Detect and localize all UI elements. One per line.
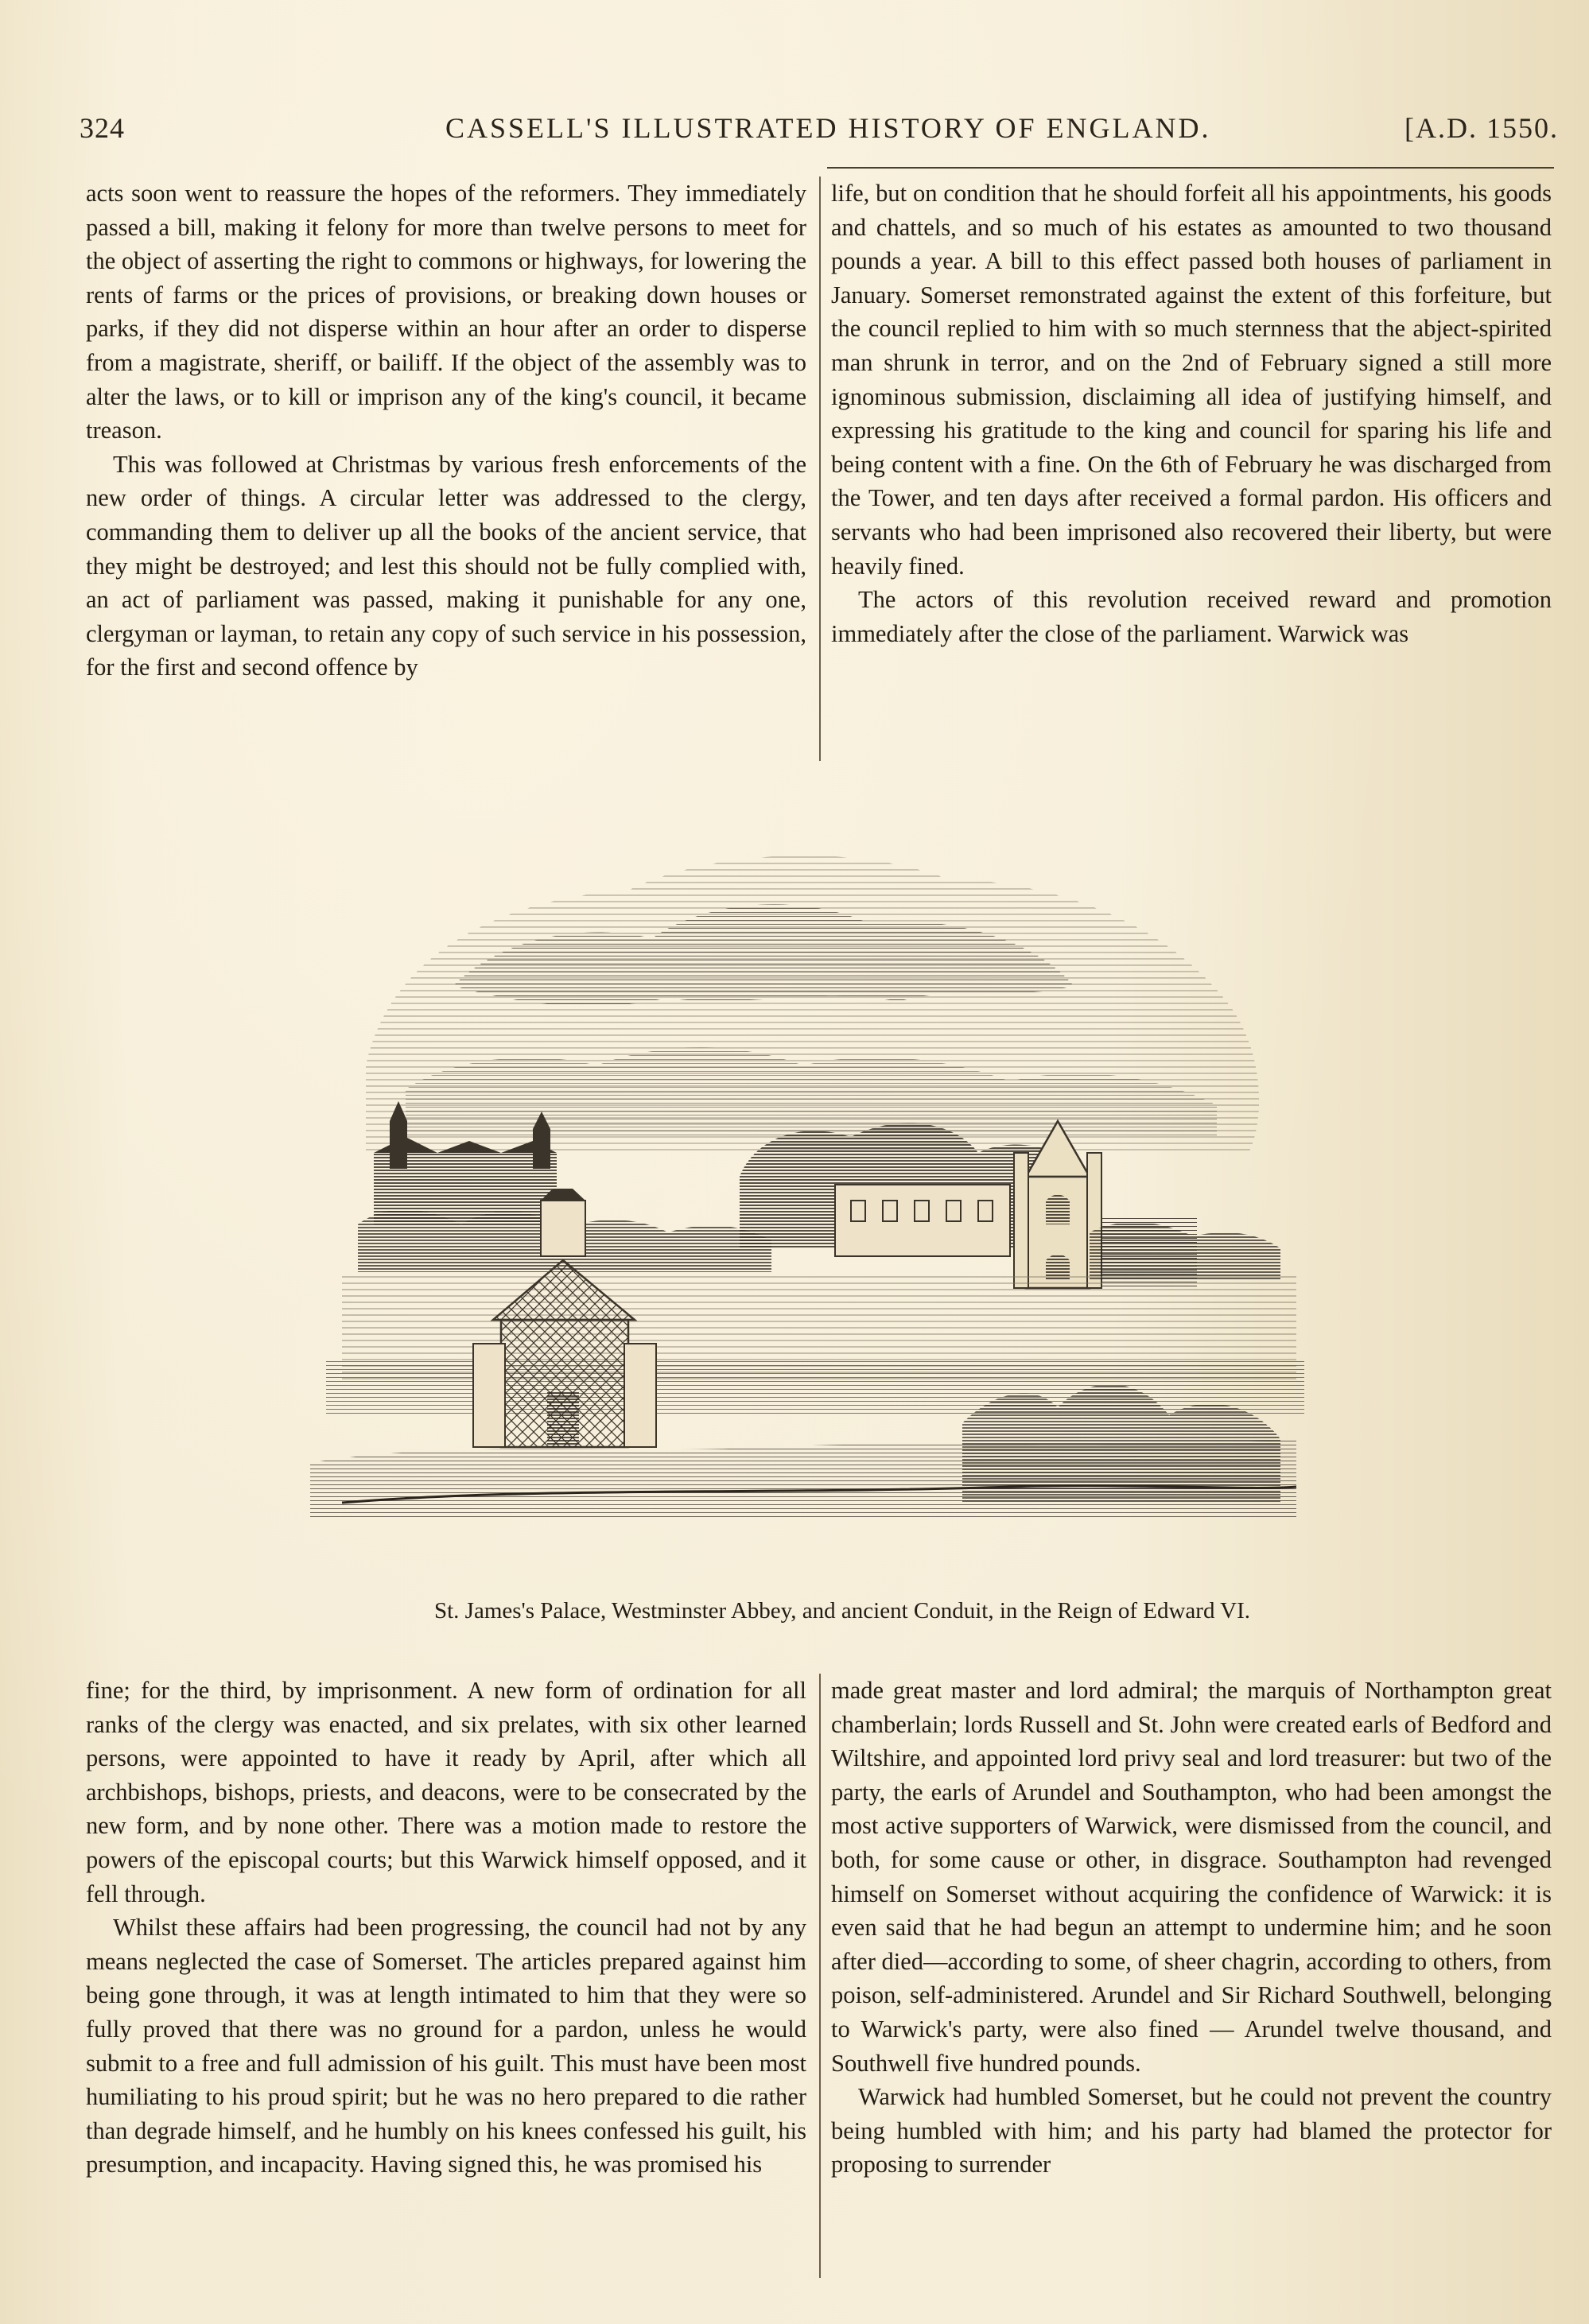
top-left-column: [86, 177, 806, 685]
paragraph: made great master and lord admiral; the marquis of Northampton great chamberlain; lords Russell and St. John were created earls of Bedford and Wiltshire, and appointed lord privy seal and lord treasurer: but two of the party, the earls of Arundel and Southampton, who had been amongst the most active supporters of Warwick, were dismissed from the council, and both, for some cause or other, in disgrace. Southampton had revenged himself on Somerset without acquiring the confidence of Warwick: it is even said that he had begun an attempt to undermine him; and he soon after died—according to some, of sheer chagrin, according to others, from poison, self-administered. Arundel and Sir Richard Southwell, belonging to Warwick's party, were also fined — Arundel twelve thousand, and Southwell five hundred pounds.: [831, 1677, 1552, 2077]
top-right-column: [831, 177, 1552, 650]
header-date: [A.D. 1550.: [1404, 112, 1559, 144]
paragraph: This was followed at Christmas by various fresh enforcements of the new order of things. A circular letter was addressed to the clergy, commanding them to deliver up all the books of the ancient service, that they might be destroyed; and lest this should not be fully complied with, an act of parliament was passed, making it punishable for any one, clergyman or layman, to retain any copy of such service in his possession, for the first and second offence by: [86, 450, 806, 681]
paragraph: fine; for the third, by imprisonment. A new form of ordination for all ranks of the clergy was enacted, and six prelates, with six other learned persons, were appointed to have it ready by April, after which all archbishops, bishops, priests, and deacons, were to be consecrated by the new form, and by none other. There was a motion made to restore the powers of the episcopal courts; but this Warwick himself opposed, and it fell through.: [86, 1677, 806, 1907]
running-title: CASSELL'S ILLUSTRATED HISTORY OF ENGLAND.: [445, 112, 1211, 144]
column-divider-bottom: [819, 1674, 821, 2278]
paragraph: The actors of this revolution received reward and promotion immediately after the close of the parliament. Warwick was: [831, 586, 1552, 647]
column-divider-top: [819, 177, 821, 761]
running-header: [80, 111, 1559, 159]
paragraph: acts soon went to reassure the hopes of the reformers. They immediately passed a bill, making it felony for more than twelve persons to meet for the object of asserting the right to commons or highways, for lowering the rents of farms or the prices of provisions, or breaking down houses or parks, if they did not disperse within an hour after an order to disperse from a magistrate, sheriff, or bailiff. If the object of the assembly was to alter the laws, or to kill or imprison any of the king's council, it became treason.: [86, 180, 806, 444]
bottom-left-column: [86, 1674, 806, 2182]
paragraph: life, but on condition that he should forfeit all his appointments, his goods and chattels, and so much of his estates as amounted to two thousand pounds a year. A bill to this effect passed both houses of parliament in January. Somerset remonstrated against the extent of this forfeiture, but the council replied to him with so much sternness that the abject-spirited man shrunk in terror, and on the 2nd of February signed a still more ignominous submission, disclaiming all idea of justifying himself, and expressing his gratitude to the king and council for sparing his life and being content with a fine. On the 6th of February he was discharged from the Tower, and ten days after received a formal pardon. His officers and servants who had been imprisoned also recovered their liberty, but were heavily fined.: [831, 180, 1552, 580]
header-rule: [827, 167, 1554, 169]
page-number: 324: [80, 112, 125, 144]
sky: [366, 855, 1259, 1153]
engraving-illustration: [294, 803, 1320, 1574]
paragraph: Whilst these affairs had been progressing, the council had not by any means neglected the case of Somerset. The articles prepared against him being gone through, it was at length intimated to him that they were so fully proved that there was no ground for a pardon, unless he would submit to a free and full admission of his guilt. This must have been most humiliating to his proud spirit; but he was no hero prepared to die rather than degrade himself, and he humbly on his knees confessed his guilt, his presumption, and incapacity. Having signed this, he was promised his: [86, 1914, 806, 2179]
illustration-caption: St. James's Palace, Westminster Abbey, and ancient Conduit, in the Reign of Edward VI.: [433, 1598, 1251, 1624]
bottom-right-column: [831, 1674, 1552, 2182]
paragraph: Warwick had humbled Somerset, but he could not prevent the country being humbled with him; and his party had blamed the protector for proposing to surrender: [831, 2083, 1552, 2179]
